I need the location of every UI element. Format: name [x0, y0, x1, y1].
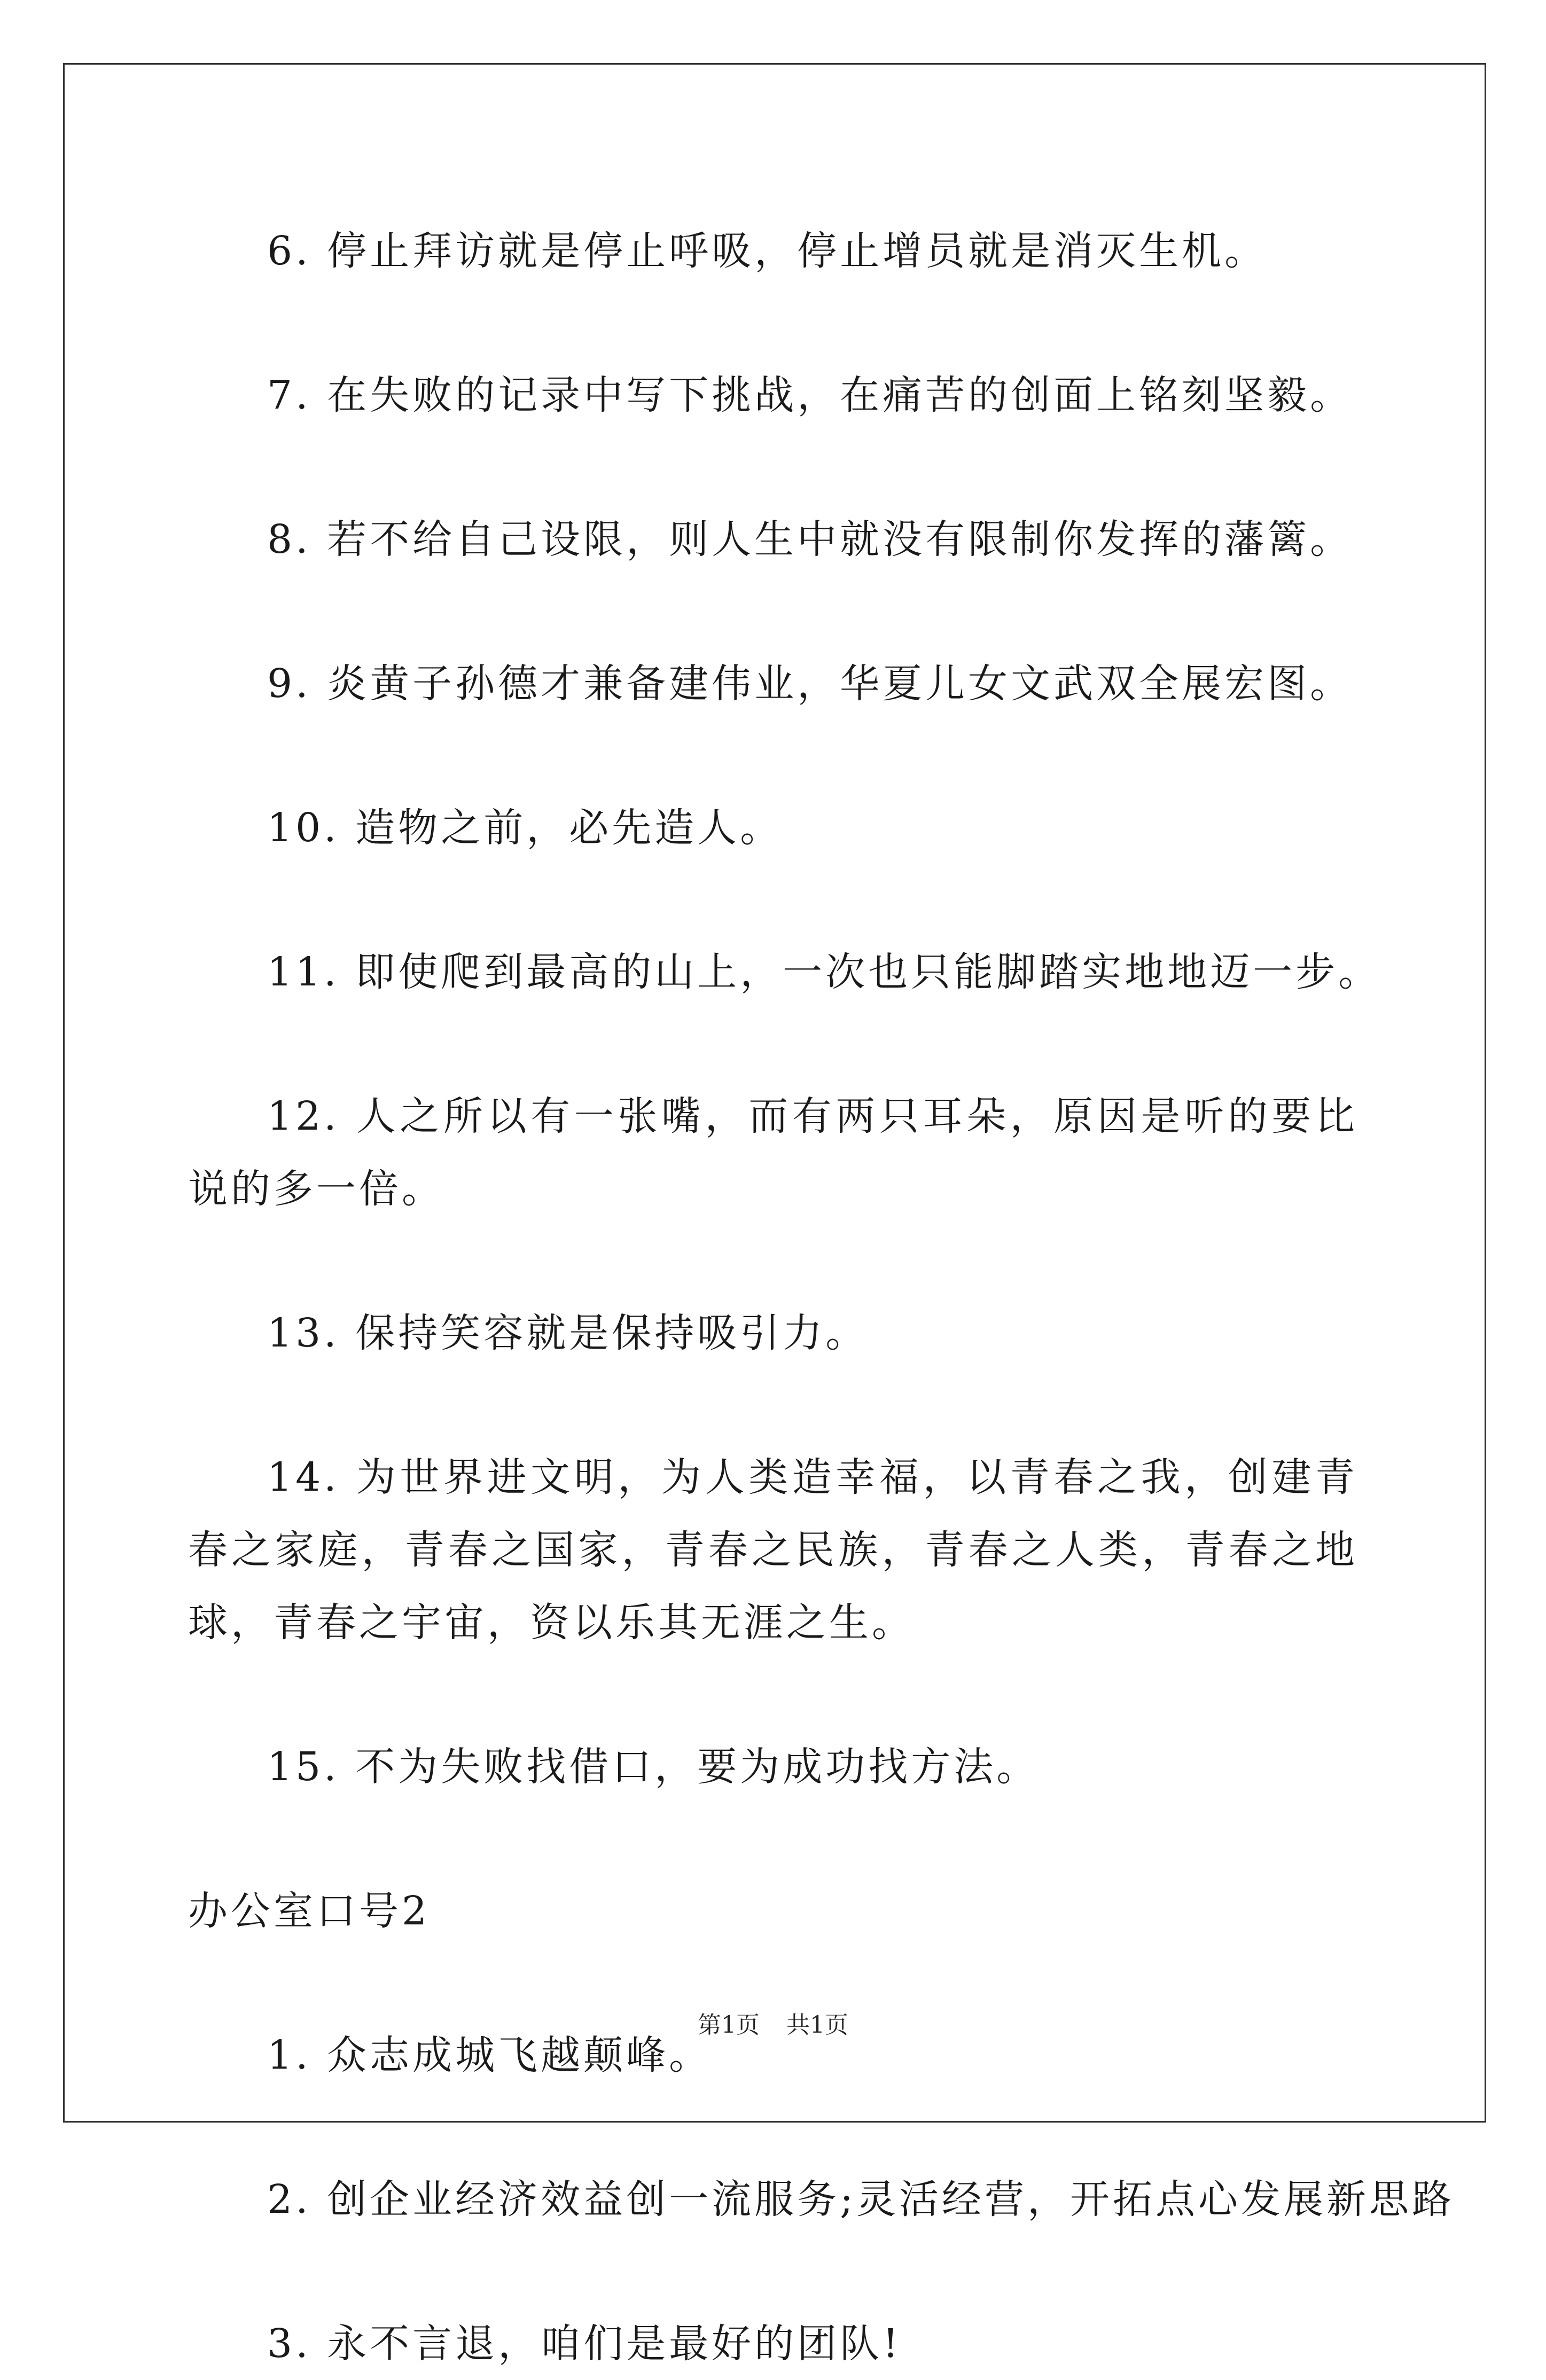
paragraph-item-11: 11. 即使爬到最高的山上，一次也只能脚踏实地地迈一步。	[267, 949, 1381, 995]
paragraph-item-3: 3. 永不言退，咱们是最好的团队!	[267, 2321, 902, 2367]
paragraph-item-15: 15. 不为失败找借口，要为成功找方法。	[267, 1744, 1040, 1790]
paragraph-item-9: 9. 炎黄子孙德才兼备建伟业，华夏儿女文武双全展宏图。	[267, 661, 1353, 707]
page-number: 第1页	[698, 2011, 760, 2039]
paragraph-item-2: 2. 创企业经济效益创一流服务;灵活经营，开拓点心发展新思路	[267, 2177, 1455, 2222]
paragraph-item-7: 7. 在失败的记录中写下挑战，在痛苦的创面上铭刻坚毅。	[267, 372, 1353, 418]
section-heading: 办公室口号2	[188, 1888, 431, 1934]
page-total: 共1页	[786, 2011, 848, 2039]
paragraph-item-6: 6. 停止拜访就是停止呼吸，停止增员就是消灭生机。	[267, 228, 1268, 274]
paragraph-item-10: 10. 造物之前，必先造人。	[267, 805, 783, 851]
paragraph-item-1: 1. 众志成城飞越颠峰。	[267, 2032, 712, 2078]
paragraph-item-14: 14. 为世界进文明，为人类造幸福，以青春之我，创建青春之家庭，青春之国家，青春之民族，青春之人类，青春之地球，青春之宇宙，资以乐其无涯之生。	[188, 1454, 1358, 1646]
page-footer	[0, 2009, 1546, 2041]
document-body	[188, 215, 1455, 2380]
paragraph-item-8: 8. 若不给自己设限，则人生中就没有限制你发挥的藩篱。	[267, 516, 1353, 562]
paragraph-item-13: 13. 保持笑容就是保持吸引力。	[267, 1310, 869, 1356]
paragraph-item-12: 12. 人之所以有一张嘴，而有两只耳朵，原因是听的要比说的多一倍。	[188, 1093, 1358, 1212]
